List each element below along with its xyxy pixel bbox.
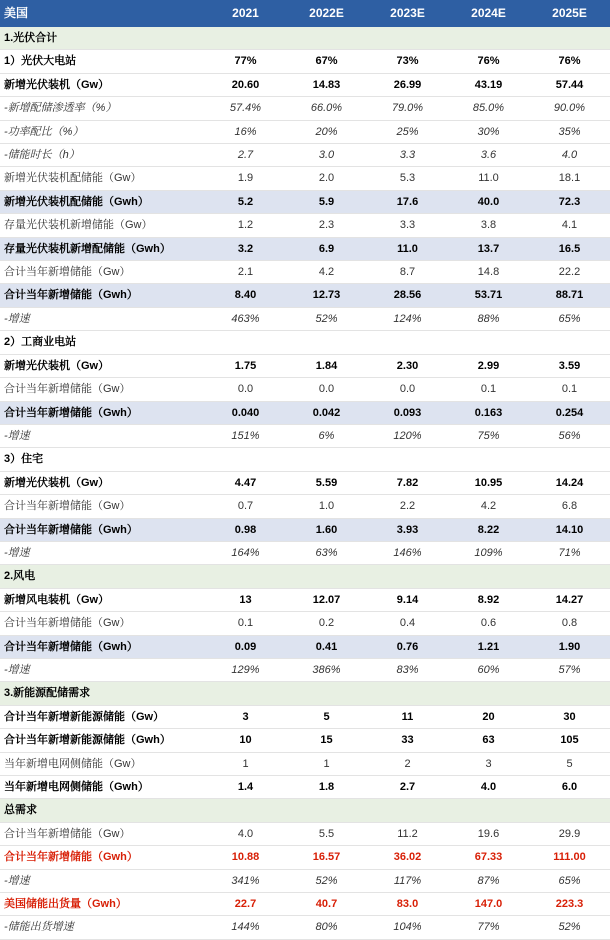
table-row bbox=[0, 73, 610, 96]
cell-value: 1.21 bbox=[448, 635, 529, 658]
row-label: 合计当年新增储能（Gwh） bbox=[0, 401, 205, 424]
cell-value: 147.0 bbox=[448, 893, 529, 916]
table-row bbox=[0, 658, 610, 681]
row-label: -增速 bbox=[0, 424, 205, 447]
cell-value: 3.93 bbox=[367, 518, 448, 541]
cell-value bbox=[367, 565, 448, 588]
cell-value: 36.02 bbox=[367, 846, 448, 869]
cell-value: 2.3 bbox=[286, 214, 367, 237]
row-label: 合计当年新增储能（Gw） bbox=[0, 612, 205, 635]
table-row bbox=[0, 705, 610, 728]
cell-value: 65% bbox=[529, 869, 610, 892]
cell-value: 4.2 bbox=[286, 261, 367, 284]
cell-value bbox=[529, 27, 610, 50]
cell-value: 15 bbox=[286, 729, 367, 752]
row-label: 存量光伏装机新增储能（Gw） bbox=[0, 214, 205, 237]
table-row bbox=[0, 916, 610, 939]
cell-value: 0.09 bbox=[205, 635, 286, 658]
cell-value: 1.4 bbox=[205, 776, 286, 799]
cell-value: 463% bbox=[205, 307, 286, 330]
cell-value: 17.6 bbox=[367, 190, 448, 213]
row-label: 新增光伏装机配储能（Gw） bbox=[0, 167, 205, 190]
cell-value: 2.1 bbox=[205, 261, 286, 284]
row-label: 1.光伏合计 bbox=[0, 27, 205, 50]
table-row bbox=[0, 354, 610, 377]
cell-value: 14.83 bbox=[286, 73, 367, 96]
cell-value bbox=[448, 799, 529, 822]
cell-value: 83% bbox=[367, 658, 448, 681]
cell-value: 12.07 bbox=[286, 588, 367, 611]
cell-value: 11.2 bbox=[367, 822, 448, 845]
row-label: 美国储能出货量（Gwh） bbox=[0, 893, 205, 916]
row-label: 合计当年新增储能（Gw） bbox=[0, 822, 205, 845]
row-label: 合计当年新增储能（Gw） bbox=[0, 495, 205, 518]
cell-value: 83.0 bbox=[367, 893, 448, 916]
cell-value: 40.0 bbox=[448, 190, 529, 213]
cell-value: 6.0 bbox=[529, 776, 610, 799]
table-row bbox=[0, 635, 610, 658]
table-row bbox=[0, 518, 610, 541]
cell-value: 22.7 bbox=[205, 893, 286, 916]
cell-value bbox=[529, 682, 610, 705]
table-row bbox=[0, 261, 610, 284]
cell-value: 0.0 bbox=[286, 378, 367, 401]
row-label: 新增光伏装机（Gw） bbox=[0, 471, 205, 494]
header-col-3: 2024E bbox=[448, 0, 529, 27]
cell-value: 105 bbox=[529, 729, 610, 752]
cell-value: 8.22 bbox=[448, 518, 529, 541]
cell-value bbox=[286, 682, 367, 705]
cell-value: 40.7 bbox=[286, 893, 367, 916]
cell-value: 77% bbox=[205, 50, 286, 73]
cell-value: 0.2 bbox=[286, 612, 367, 635]
header-col-0: 2021 bbox=[205, 0, 286, 27]
cell-value: 1 bbox=[286, 752, 367, 775]
cell-value: 0.7 bbox=[205, 495, 286, 518]
cell-value: 85.0% bbox=[448, 97, 529, 120]
table-row bbox=[0, 612, 610, 635]
cell-value: 3.8 bbox=[448, 214, 529, 237]
cell-value bbox=[286, 565, 367, 588]
cell-value: 6.8 bbox=[529, 495, 610, 518]
cell-value: 3.59 bbox=[529, 354, 610, 377]
row-label: 新增光伏装机（Gw） bbox=[0, 354, 205, 377]
cell-value: 0.98 bbox=[205, 518, 286, 541]
cell-value: 1 bbox=[205, 752, 286, 775]
cell-value: 56% bbox=[529, 424, 610, 447]
cell-value: 223.3 bbox=[529, 893, 610, 916]
table-row bbox=[0, 144, 610, 167]
cell-value: 19.6 bbox=[448, 822, 529, 845]
cell-value: 1.90 bbox=[529, 635, 610, 658]
cell-value: 30 bbox=[529, 705, 610, 728]
cell-value bbox=[448, 682, 529, 705]
cell-value: 117% bbox=[367, 869, 448, 892]
row-label: 合计当年新增储能（Gw） bbox=[0, 261, 205, 284]
cell-value: 73% bbox=[367, 50, 448, 73]
cell-value: 3.0 bbox=[286, 144, 367, 167]
row-label: 合计当年新增储能（Gwh） bbox=[0, 846, 205, 869]
cell-value: 0.0 bbox=[205, 378, 286, 401]
cell-value: 0.163 bbox=[448, 401, 529, 424]
cell-value: 14.8 bbox=[448, 261, 529, 284]
cell-value: 109% bbox=[448, 541, 529, 564]
cell-value: 13 bbox=[205, 588, 286, 611]
cell-value bbox=[367, 27, 448, 50]
row-label: 合计当年新增储能（Gwh） bbox=[0, 635, 205, 658]
cell-value: 1.0 bbox=[286, 495, 367, 518]
table-row bbox=[0, 799, 610, 822]
table-row bbox=[0, 331, 610, 354]
cell-value: 5 bbox=[286, 705, 367, 728]
cell-value: 88% bbox=[448, 307, 529, 330]
cell-value: 20% bbox=[286, 120, 367, 143]
cell-value: 386% bbox=[286, 658, 367, 681]
cell-value: 104% bbox=[367, 916, 448, 939]
cell-value: 30% bbox=[448, 120, 529, 143]
row-label: 3）住宅 bbox=[0, 448, 205, 471]
cell-value: 3.6 bbox=[448, 144, 529, 167]
cell-value: 129% bbox=[205, 658, 286, 681]
cell-value: 1.84 bbox=[286, 354, 367, 377]
row-label: 合计当年新增新能源储能（Gwh） bbox=[0, 729, 205, 752]
row-label: 3.新能源配储需求 bbox=[0, 682, 205, 705]
table-row bbox=[0, 729, 610, 752]
cell-value: 0.1 bbox=[448, 378, 529, 401]
row-label: -新增配储渗透率（%） bbox=[0, 97, 205, 120]
cell-value: 22.2 bbox=[529, 261, 610, 284]
cell-value bbox=[205, 27, 286, 50]
cell-value: 144% bbox=[205, 916, 286, 939]
table-row bbox=[0, 237, 610, 260]
cell-value bbox=[286, 448, 367, 471]
cell-value: 0.4 bbox=[367, 612, 448, 635]
cell-value bbox=[286, 27, 367, 50]
cell-value: 151% bbox=[205, 424, 286, 447]
cell-value: 4.47 bbox=[205, 471, 286, 494]
cell-value: 25% bbox=[367, 120, 448, 143]
cell-value bbox=[205, 331, 286, 354]
cell-value: 0.8 bbox=[529, 612, 610, 635]
row-label: 当年新增电网侧储能（Gw） bbox=[0, 752, 205, 775]
cell-value: 11.0 bbox=[367, 237, 448, 260]
cell-value bbox=[448, 27, 529, 50]
cell-value: 10.95 bbox=[448, 471, 529, 494]
row-label: 新增风电装机（Gw） bbox=[0, 588, 205, 611]
cell-value: 0.093 bbox=[367, 401, 448, 424]
cell-value bbox=[286, 799, 367, 822]
cell-value: 53.71 bbox=[448, 284, 529, 307]
row-label: 当年新增电网侧储能（Gwh） bbox=[0, 776, 205, 799]
cell-value: 57% bbox=[529, 658, 610, 681]
table-row bbox=[0, 869, 610, 892]
table-row bbox=[0, 190, 610, 213]
cell-value: 33 bbox=[367, 729, 448, 752]
cell-value: 7.82 bbox=[367, 471, 448, 494]
cell-value: 3 bbox=[448, 752, 529, 775]
row-label: -增速 bbox=[0, 307, 205, 330]
header-corner-label: 美国 bbox=[0, 0, 205, 27]
table-row bbox=[0, 541, 610, 564]
cell-value: 75% bbox=[448, 424, 529, 447]
cell-value: 52% bbox=[286, 307, 367, 330]
cell-value: 6.9 bbox=[286, 237, 367, 260]
table-row bbox=[0, 893, 610, 916]
row-label: 存量光伏装机新增配储能（Gwh） bbox=[0, 237, 205, 260]
table-row bbox=[0, 401, 610, 424]
cell-value: 4.0 bbox=[448, 776, 529, 799]
cell-value: 11.0 bbox=[448, 167, 529, 190]
cell-value: 26.99 bbox=[367, 73, 448, 96]
cell-value: 0.1 bbox=[529, 378, 610, 401]
cell-value: 1.8 bbox=[286, 776, 367, 799]
cell-value: 79.0% bbox=[367, 97, 448, 120]
cell-value: 2.30 bbox=[367, 354, 448, 377]
row-label: -增速 bbox=[0, 658, 205, 681]
table-row bbox=[0, 378, 610, 401]
cell-value: 1.75 bbox=[205, 354, 286, 377]
header-col-1: 2022E bbox=[286, 0, 367, 27]
cell-value: 14.27 bbox=[529, 588, 610, 611]
cell-value bbox=[529, 799, 610, 822]
cell-value: 57.4% bbox=[205, 97, 286, 120]
row-label: -储能出货增速 bbox=[0, 916, 205, 939]
cell-value bbox=[529, 448, 610, 471]
cell-value bbox=[205, 799, 286, 822]
table-row bbox=[0, 565, 610, 588]
cell-value: 3.3 bbox=[367, 214, 448, 237]
table-row bbox=[0, 822, 610, 845]
cell-value: 2.2 bbox=[367, 495, 448, 518]
row-label: 新增光伏装机（Gw） bbox=[0, 73, 205, 96]
cell-value bbox=[529, 565, 610, 588]
cell-value: 10.88 bbox=[205, 846, 286, 869]
table-row bbox=[0, 120, 610, 143]
row-label: 合计当年新增储能（Gwh） bbox=[0, 284, 205, 307]
cell-value: 4.2 bbox=[448, 495, 529, 518]
cell-value: 76% bbox=[529, 50, 610, 73]
row-label: 合计当年新增新能源储能（Gw） bbox=[0, 705, 205, 728]
cell-value: 164% bbox=[205, 541, 286, 564]
cell-value: 10 bbox=[205, 729, 286, 752]
cell-value bbox=[448, 565, 529, 588]
cell-value: 14.10 bbox=[529, 518, 610, 541]
cell-value: 66.0% bbox=[286, 97, 367, 120]
table-row bbox=[0, 307, 610, 330]
cell-value bbox=[367, 682, 448, 705]
cell-value: 5.2 bbox=[205, 190, 286, 213]
table-row bbox=[0, 214, 610, 237]
table-row bbox=[0, 167, 610, 190]
row-label: -储能时长（h） bbox=[0, 144, 205, 167]
table-row bbox=[0, 846, 610, 869]
cell-value: 124% bbox=[367, 307, 448, 330]
cell-value: 57.44 bbox=[529, 73, 610, 96]
cell-value: 63 bbox=[448, 729, 529, 752]
cell-value: 0.254 bbox=[529, 401, 610, 424]
row-label: 总需求 bbox=[0, 799, 205, 822]
row-label: 1）光伏大电站 bbox=[0, 50, 205, 73]
cell-value: 5.9 bbox=[286, 190, 367, 213]
cell-value: 13.7 bbox=[448, 237, 529, 260]
cell-value: 4.1 bbox=[529, 214, 610, 237]
cell-value: 8.7 bbox=[367, 261, 448, 284]
cell-value: 5.5 bbox=[286, 822, 367, 845]
cell-value: 0.76 bbox=[367, 635, 448, 658]
cell-value: 5.59 bbox=[286, 471, 367, 494]
cell-value bbox=[286, 331, 367, 354]
cell-value bbox=[367, 799, 448, 822]
cell-value: 16% bbox=[205, 120, 286, 143]
cell-value: 20.60 bbox=[205, 73, 286, 96]
cell-value: 6% bbox=[286, 424, 367, 447]
cell-value: 90.0% bbox=[529, 97, 610, 120]
cell-value: 29.9 bbox=[529, 822, 610, 845]
cell-value: 2.7 bbox=[205, 144, 286, 167]
table-row bbox=[0, 471, 610, 494]
cell-value: 71% bbox=[529, 541, 610, 564]
cell-value bbox=[448, 448, 529, 471]
cell-value: 2.99 bbox=[448, 354, 529, 377]
table-row bbox=[0, 424, 610, 447]
header-col-2: 2023E bbox=[367, 0, 448, 27]
cell-value: 87% bbox=[448, 869, 529, 892]
cell-value: 1.9 bbox=[205, 167, 286, 190]
table-row bbox=[0, 752, 610, 775]
cell-value: 8.40 bbox=[205, 284, 286, 307]
cell-value: 72.3 bbox=[529, 190, 610, 213]
cell-value: 8.92 bbox=[448, 588, 529, 611]
cell-value: 120% bbox=[367, 424, 448, 447]
cell-value: 9.14 bbox=[367, 588, 448, 611]
cell-value: 1.2 bbox=[205, 214, 286, 237]
cell-value: 14.24 bbox=[529, 471, 610, 494]
cell-value bbox=[205, 565, 286, 588]
table-row bbox=[0, 448, 610, 471]
cell-value: 0.41 bbox=[286, 635, 367, 658]
cell-value: 2.0 bbox=[286, 167, 367, 190]
cell-value: 11 bbox=[367, 705, 448, 728]
cell-value: 20 bbox=[448, 705, 529, 728]
cell-value: 28.56 bbox=[367, 284, 448, 307]
cell-value: 3.2 bbox=[205, 237, 286, 260]
row-label: -增速 bbox=[0, 869, 205, 892]
table-row bbox=[0, 50, 610, 73]
cell-value bbox=[367, 331, 448, 354]
row-label: 2）工商业电站 bbox=[0, 331, 205, 354]
cell-value: 3 bbox=[205, 705, 286, 728]
table-row bbox=[0, 27, 610, 50]
table-row bbox=[0, 588, 610, 611]
cell-value: 77% bbox=[448, 916, 529, 939]
cell-value: 1.60 bbox=[286, 518, 367, 541]
cell-value: 65% bbox=[529, 307, 610, 330]
cell-value: 341% bbox=[205, 869, 286, 892]
cell-value: 63% bbox=[286, 541, 367, 564]
cell-value: 3.3 bbox=[367, 144, 448, 167]
table-header-row bbox=[0, 0, 610, 27]
cell-value bbox=[205, 448, 286, 471]
cell-value: 5 bbox=[529, 752, 610, 775]
row-label: 新增光伏装机配储能（Gwh） bbox=[0, 190, 205, 213]
cell-value: 16.57 bbox=[286, 846, 367, 869]
cell-value bbox=[367, 448, 448, 471]
cell-value: 4.0 bbox=[205, 822, 286, 845]
cell-value: 80% bbox=[286, 916, 367, 939]
cell-value: 12.73 bbox=[286, 284, 367, 307]
cell-value: 0.6 bbox=[448, 612, 529, 635]
cell-value: 52% bbox=[529, 916, 610, 939]
cell-value: 52% bbox=[286, 869, 367, 892]
row-label: 2.风电 bbox=[0, 565, 205, 588]
table-row bbox=[0, 682, 610, 705]
cell-value: 0.042 bbox=[286, 401, 367, 424]
cell-value bbox=[205, 682, 286, 705]
table-row bbox=[0, 776, 610, 799]
cell-value: 2 bbox=[367, 752, 448, 775]
cell-value: 88.71 bbox=[529, 284, 610, 307]
cell-value bbox=[448, 331, 529, 354]
cell-value: 18.1 bbox=[529, 167, 610, 190]
table-row bbox=[0, 97, 610, 120]
cell-value: 60% bbox=[448, 658, 529, 681]
cell-value: 0.040 bbox=[205, 401, 286, 424]
cell-value: 0.0 bbox=[367, 378, 448, 401]
cell-value: 76% bbox=[448, 50, 529, 73]
cell-value: 16.5 bbox=[529, 237, 610, 260]
cell-value: 5.3 bbox=[367, 167, 448, 190]
cell-value: 4.0 bbox=[529, 144, 610, 167]
row-label: 合计当年新增储能（Gwh） bbox=[0, 518, 205, 541]
cell-value: 146% bbox=[367, 541, 448, 564]
table-row bbox=[0, 495, 610, 518]
header-col-4: 2025E bbox=[529, 0, 610, 27]
cell-value: 2.7 bbox=[367, 776, 448, 799]
table-body bbox=[0, 27, 610, 940]
cell-value bbox=[529, 331, 610, 354]
row-label: -功率配比（%） bbox=[0, 120, 205, 143]
cell-value: 35% bbox=[529, 120, 610, 143]
table-row bbox=[0, 284, 610, 307]
row-label: -增速 bbox=[0, 541, 205, 564]
cell-value: 0.1 bbox=[205, 612, 286, 635]
cell-value: 67.33 bbox=[448, 846, 529, 869]
cell-value: 43.19 bbox=[448, 73, 529, 96]
cell-value: 111.00 bbox=[529, 846, 610, 869]
row-label: 合计当年新增储能（Gw） bbox=[0, 378, 205, 401]
cell-value: 67% bbox=[286, 50, 367, 73]
